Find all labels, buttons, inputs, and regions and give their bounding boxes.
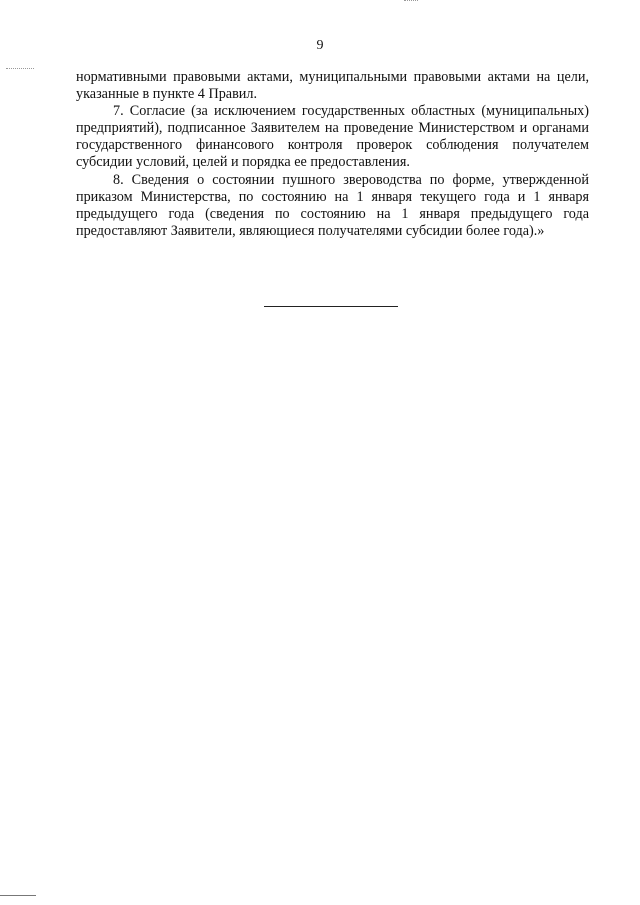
scan-artifact-left: [6, 68, 34, 71]
document-body: [76, 69, 589, 240]
paragraph-item-7: 7. Согласие (за исключением государственных областных (муниципальных) предприятий), подписанное Заявителем на проведение Министерством и органами государственного финансового контроля проверок соблюдения получателем субсидии условий, целей и порядка ее предоставления.: [76, 103, 589, 171]
scan-artifact-bottom: [0, 895, 36, 896]
closing-divider-line: [264, 306, 398, 307]
page-number: 9: [316, 38, 324, 53]
paragraph-continuation: нормативными правовыми актами, муниципальными правовыми актами на цели, указанные в пункте 4 Правил.: [76, 69, 589, 103]
paragraph-item-8: 8. Сведения о состоянии пушного звероводства по форме, утвержденной приказом Министерства, по состоянию на 1 января текущего года и 1 января предыдущего года (сведения по состоянию на 1 января предыдущего года предоставляют Заявители, являющиеся получателями субсидии более года).»: [76, 171, 589, 239]
scan-artifact-top: [404, 0, 418, 3]
